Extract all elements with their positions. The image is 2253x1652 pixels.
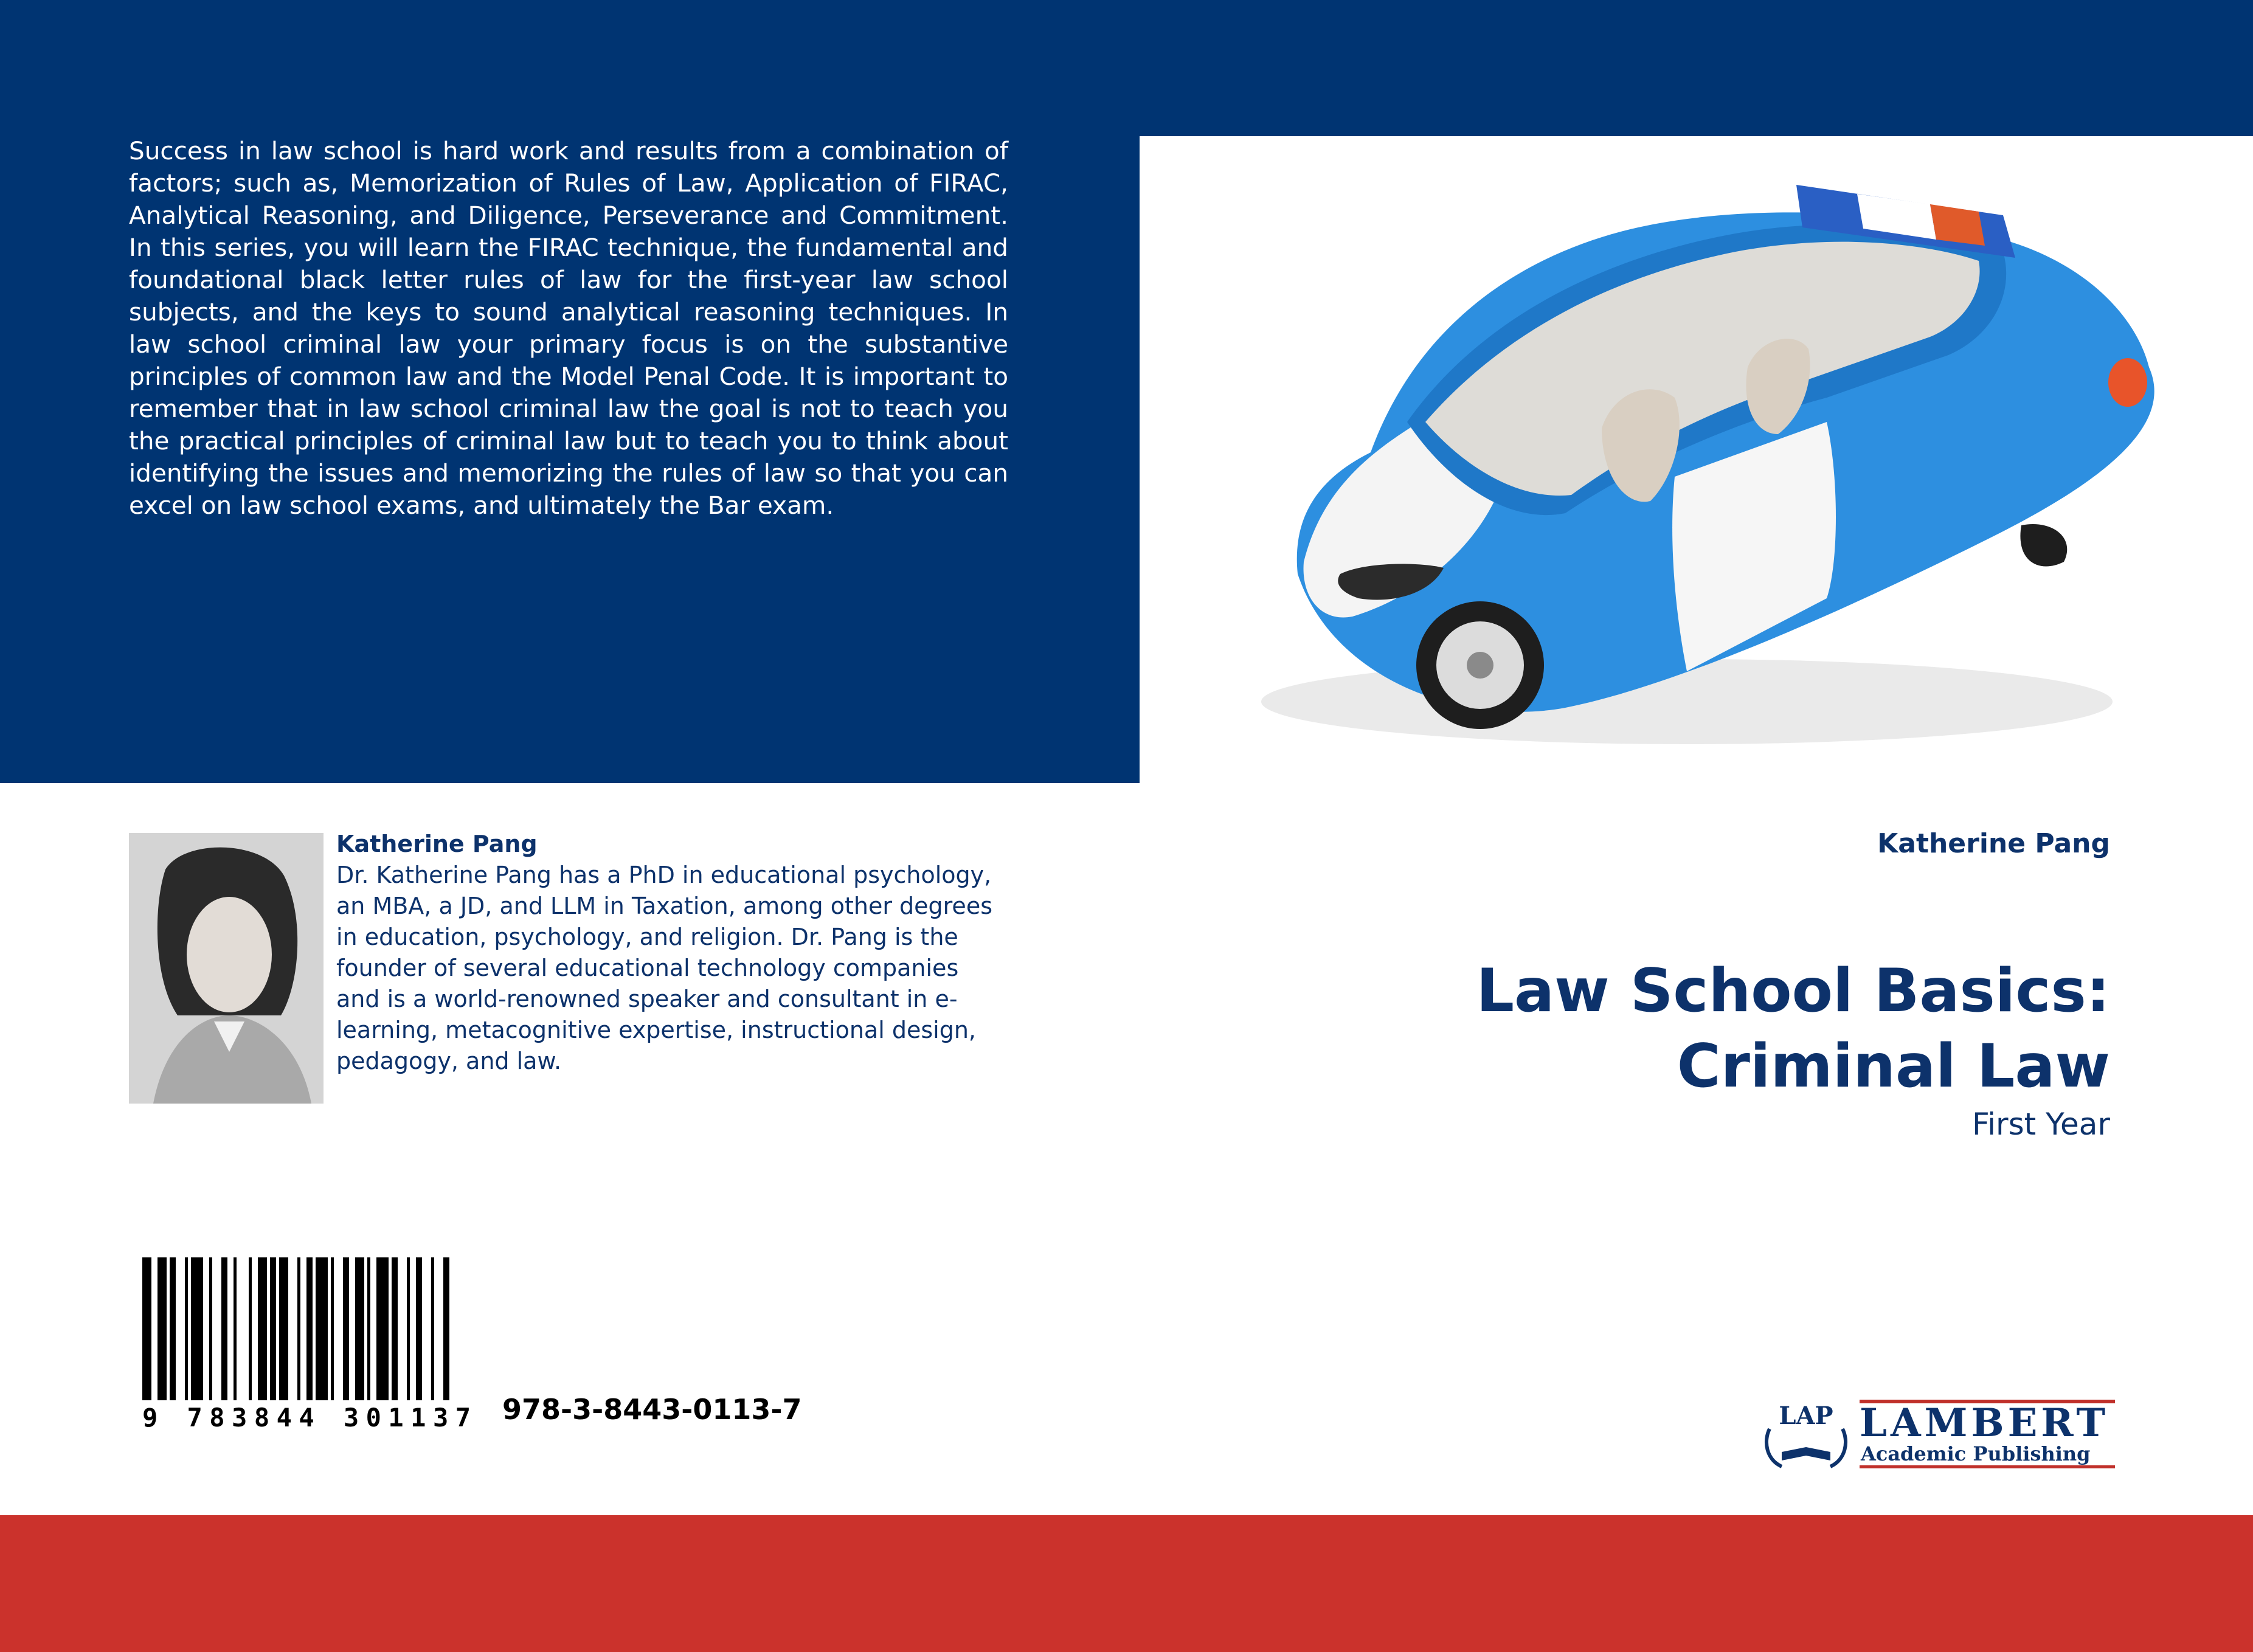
- author-photo: [129, 833, 324, 1104]
- barcode-bar: [431, 1257, 434, 1400]
- front-cover-author: Katherine Pang: [1877, 828, 2110, 859]
- barcode-bar: [191, 1257, 203, 1400]
- book-title-line-1: Law School Basics:: [1476, 956, 2110, 1026]
- logo-rule-bottom: [1860, 1465, 2115, 1468]
- barcode-bar: [416, 1257, 422, 1400]
- barcode-bar: [392, 1257, 398, 1400]
- book-title: [1259, 953, 2110, 1104]
- police-car-illustration: [1140, 136, 2253, 783]
- barcode-bar: [249, 1257, 252, 1400]
- book-laurel-icon: [1757, 1392, 1855, 1471]
- publisher-name: LAMBERT: [1860, 1400, 2109, 1446]
- barcode-bar: [185, 1257, 188, 1400]
- barcode-bar: [157, 1257, 167, 1400]
- barcode-bar: [316, 1257, 328, 1400]
- author-portrait: [129, 833, 324, 1104]
- barcode-bar: [209, 1257, 212, 1400]
- barcode-bar: [297, 1257, 300, 1400]
- barcode-digits: 9 783844 301137: [142, 1403, 471, 1433]
- barcode-bar: [331, 1257, 334, 1400]
- cover-image: [1140, 136, 2253, 783]
- author-bio-block: [336, 829, 1005, 1077]
- barcode-bar: [279, 1257, 288, 1400]
- top-navy-band: [0, 0, 2253, 136]
- barcode-bar: [170, 1257, 176, 1400]
- barcode-bar: [221, 1257, 227, 1400]
- isbn-number: 978-3-8443-0113-7: [502, 1393, 802, 1426]
- barcode-bar: [234, 1257, 237, 1400]
- barcode-bar: [407, 1257, 410, 1400]
- author-name: Katherine Pang: [336, 831, 538, 857]
- barcode-bar: [258, 1257, 267, 1400]
- book-title-line-2: Criminal Law: [1677, 1032, 2110, 1101]
- publisher-tagline: Academic Publishing: [1861, 1442, 2091, 1465]
- isbn-barcode: [137, 1257, 478, 1434]
- publisher-mark: LAP: [1779, 1401, 1833, 1430]
- barcode-bar: [142, 1257, 151, 1400]
- publisher-logo: [1757, 1392, 2122, 1471]
- barcode-bar: [343, 1257, 349, 1400]
- barcode-bar: [443, 1257, 449, 1400]
- barcode-bar: [376, 1257, 389, 1400]
- book-subtitle: First Year: [1972, 1107, 2110, 1142]
- barcode-bar: [306, 1257, 313, 1400]
- back-cover-blurb: Success in law school is hard work and results from a combination of factors; such as, Memorization of Rules of Law, Application of FIRAC, Analytical Reasoning, and Diligence, Perseverance and Commitment. In this series, you will learn the FIRAC technique, the fundamental and foundational black letter rules of law for the first-year law school subjects, and the keys to sound analytical reasoning techniques. In law school criminal law your primary focus is on the substantive principles of common law and the Model Penal Code. It is important to remember that in law school criminal law the goal is not to teach you the practical principles of criminal law but to teach you to think about identifying the issues and memorizing the rules of law so that you can excel on law school exams, and ultimately the Bar exam.: [129, 136, 1008, 520]
- barcode-bars: [142, 1257, 449, 1400]
- author-bio: Dr. Katherine Pang has a PhD in educational psychology, an MBA, a JD, and LLM in Taxation, among other degrees in education, psychology, and religion. Dr. Pang is the founder of several educational technology companies and is a world-renowned speaker and consultant in e-learning, metacognitive expertise, instructional design, pedagogy, and law.: [336, 862, 992, 1074]
- barcode-bar: [367, 1257, 370, 1400]
- bottom-red-band: [0, 1515, 2253, 1652]
- barcode-bar: [270, 1257, 276, 1400]
- barcode-bar: [355, 1257, 364, 1400]
